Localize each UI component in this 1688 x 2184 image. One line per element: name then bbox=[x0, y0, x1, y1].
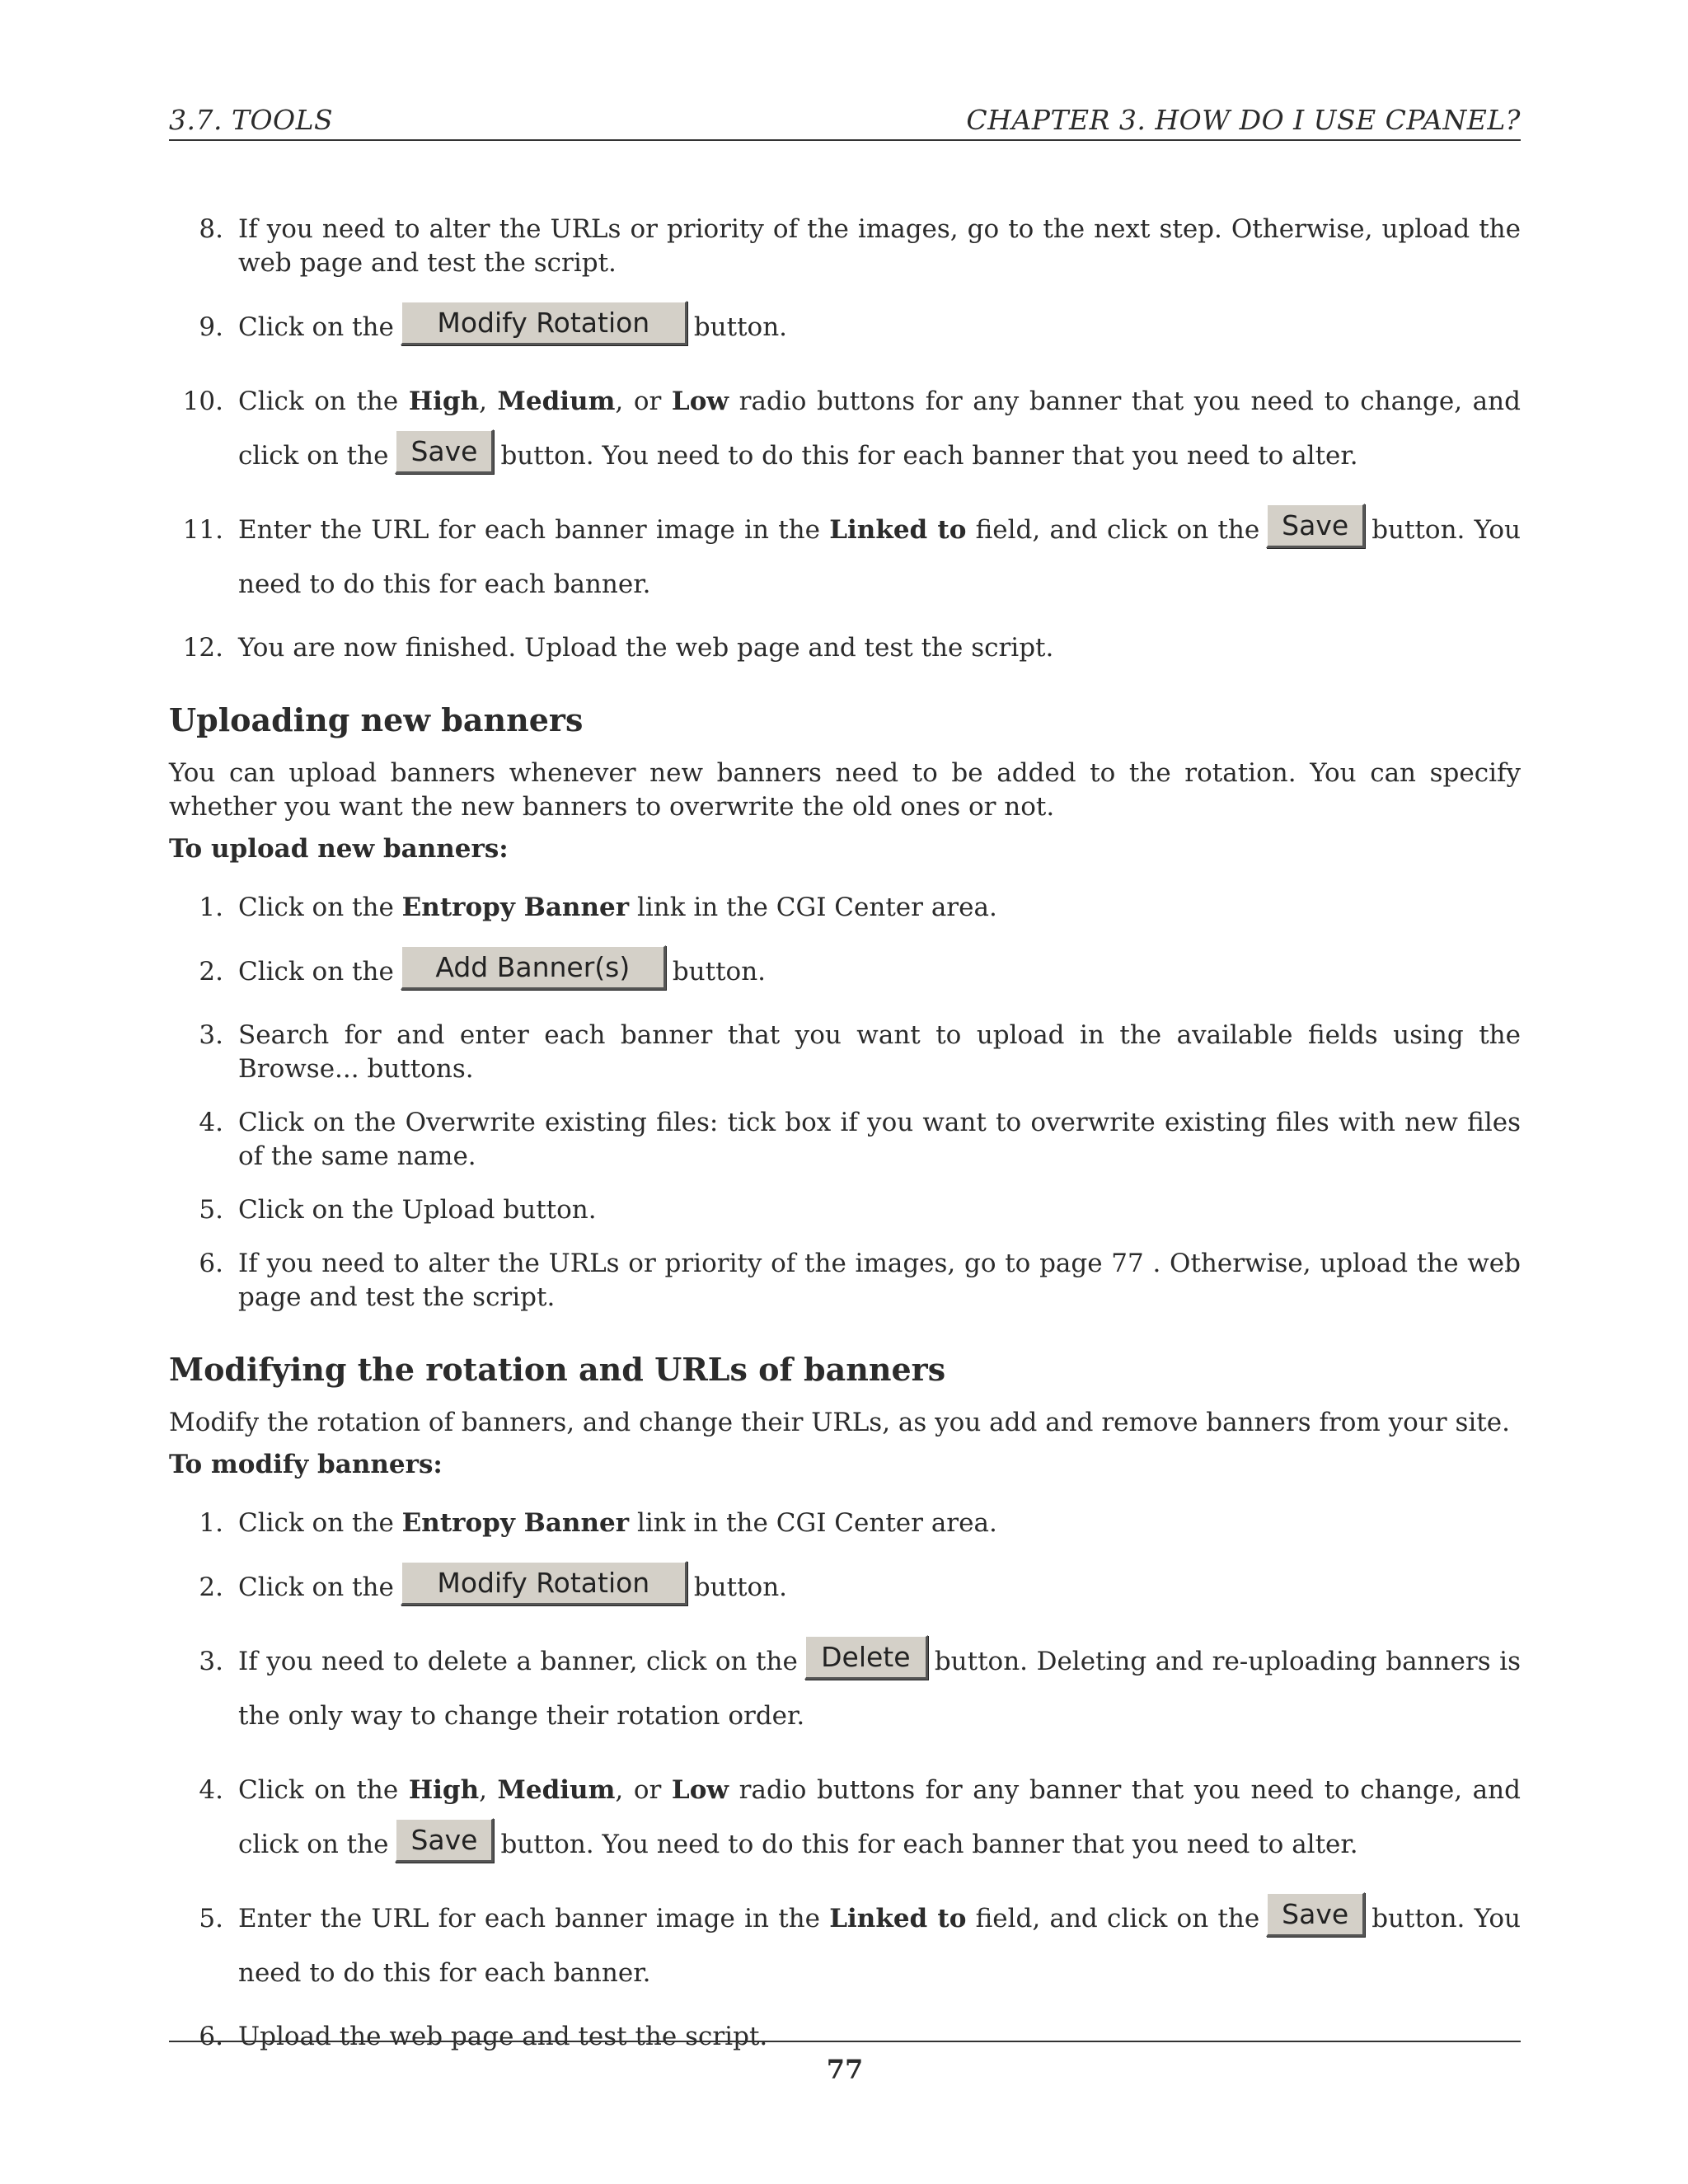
item-number: 5. bbox=[199, 1195, 223, 1225]
list-item: 10. Click on the High, Medium, or Low radio buttons for any banner that you need to change, and click on the Save button. You need to do this for each banner that you need to alter. bbox=[169, 374, 1521, 483]
item-number: 9. bbox=[199, 312, 223, 342]
section-intro: Modify the rotation of banners, and change their URLs, as you add and remove banners from your site. bbox=[169, 1408, 1510, 1437]
entropy-banner-label: Entropy Banner bbox=[401, 1508, 630, 1538]
chapter-label: CHAPTER 3. HOW DO I USE CPANEL? bbox=[966, 104, 1521, 136]
item-number: 4. bbox=[199, 1108, 223, 1137]
modify-rotation-button[interactable]: Modify Rotation bbox=[401, 1561, 687, 1605]
steps-list-continued bbox=[169, 213, 1521, 665]
save-button[interactable]: Save bbox=[1266, 1892, 1365, 1937]
section-intro: You can upload banners whenever new banners need to be added to the rotation. You can specify whether you want the new banners to overwrite the old ones or not. bbox=[169, 758, 1521, 822]
running-header bbox=[169, 104, 1521, 141]
page-number: 77 bbox=[826, 2054, 864, 2085]
save-button[interactable]: Save bbox=[395, 1818, 494, 1863]
item-number: 6. bbox=[199, 1249, 223, 1278]
low-label: Low bbox=[671, 387, 729, 416]
linked-to-label: Linked to bbox=[829, 1904, 967, 1933]
list-item: 9. Click on the Modify Rotation button. bbox=[169, 300, 1521, 354]
item-number: 3. bbox=[199, 1020, 223, 1050]
item-text: Search for and enter each banner that you want to upload in the available fields using the Browse... buttons. bbox=[238, 1020, 1521, 1084]
list-item: 1. Click on the Entropy Banner link in the CGI Center area. bbox=[169, 891, 1521, 925]
item-number: 1. bbox=[199, 893, 223, 922]
medium-label: Medium bbox=[497, 387, 616, 416]
item-text: Click on the Upload button. bbox=[238, 1195, 597, 1225]
section-title: Modifying the rotation and URLs of banners bbox=[169, 1351, 946, 1388]
item-number: 2. bbox=[199, 1572, 223, 1602]
list-item bbox=[169, 1019, 1521, 1086]
list-item: 4. Click on the High, Medium, or Low radio buttons for any banner that you need to change, and click on the Save button. You need to do this for each banner that you need to alter. bbox=[169, 1763, 1521, 1872]
item-number: 1. bbox=[199, 1508, 223, 1538]
section-label: 3.7. TOOLS bbox=[169, 104, 334, 136]
procedure-title: To upload new banners: bbox=[169, 834, 509, 864]
list-item: 2. Click on the Modify Rotation button. bbox=[169, 1560, 1521, 1615]
modify-steps-list bbox=[169, 1507, 1521, 2054]
list-item bbox=[169, 213, 1521, 280]
item-number: 5. bbox=[199, 1904, 223, 1933]
entropy-banner-label: Entropy Banner bbox=[401, 893, 630, 922]
list-item: 11. Enter the URL for each banner image in the Linked to field, and click on the Save button. You need to do this for each banner. bbox=[169, 503, 1521, 612]
item-number: 11. bbox=[182, 515, 223, 545]
list-item: 1. Click on the Entropy Banner link in the CGI Center area. bbox=[169, 1507, 1521, 1540]
add-banners-button[interactable]: Add Banner(s) bbox=[401, 945, 666, 990]
page-content bbox=[169, 213, 1521, 2074]
high-label: High bbox=[408, 387, 480, 416]
list-item: 3. If you need to delete a banner, click on the Delete button. Deleting and re-uploading banners is the only way to change their rotation order. bbox=[169, 1634, 1521, 1743]
item-text: If you need to alter the URLs or priority of the images, go to page 77 . Otherwise, upload the web page and test the script. bbox=[238, 1249, 1521, 1312]
list-item bbox=[169, 1193, 1521, 1227]
item-number: 8. bbox=[199, 214, 223, 244]
medium-label: Medium bbox=[497, 1775, 616, 1805]
upload-steps-list bbox=[169, 891, 1521, 1315]
item-number: 12. bbox=[182, 633, 223, 663]
high-label: High bbox=[408, 1775, 480, 1805]
list-item bbox=[169, 631, 1521, 665]
item-text: Upload the web page and test the script. bbox=[238, 2022, 768, 2051]
item-text: If you need to alter the URLs or priority of the images, go to the next step. Otherwise, upload the web page and test the script. bbox=[238, 214, 1521, 278]
list-item bbox=[169, 1106, 1521, 1174]
item-number: 10. bbox=[182, 387, 223, 416]
modify-rotation-button[interactable]: Modify Rotation bbox=[401, 301, 687, 345]
list-item bbox=[169, 1247, 1521, 1315]
item-text: You are now finished. Upload the web page and test the script. bbox=[238, 633, 1054, 663]
item-number: 4. bbox=[199, 1775, 223, 1805]
save-button[interactable]: Save bbox=[395, 429, 494, 474]
item-number: 2. bbox=[199, 957, 223, 987]
linked-to-label: Linked to bbox=[829, 515, 967, 545]
list-item: 5. Enter the URL for each banner image in the Linked to field, and click on the Save button. You need to do this for each banner. bbox=[169, 1891, 1521, 2000]
procedure-title: To modify banners: bbox=[169, 1450, 443, 1479]
page-footer bbox=[169, 2041, 1521, 2085]
item-text: Click on the Overwrite existing files: tick box if you want to overwrite existing files with new files of the same name. bbox=[238, 1108, 1521, 1171]
save-button[interactable]: Save bbox=[1266, 504, 1365, 548]
low-label: Low bbox=[671, 1775, 729, 1805]
item-number: 6. bbox=[199, 2022, 223, 2051]
delete-button[interactable]: Delete bbox=[804, 1635, 928, 1680]
section-title: Uploading new banners bbox=[169, 701, 584, 738]
list-item: 2. Click on the Add Banner(s) button. bbox=[169, 944, 1521, 999]
item-number: 3. bbox=[199, 1647, 223, 1676]
